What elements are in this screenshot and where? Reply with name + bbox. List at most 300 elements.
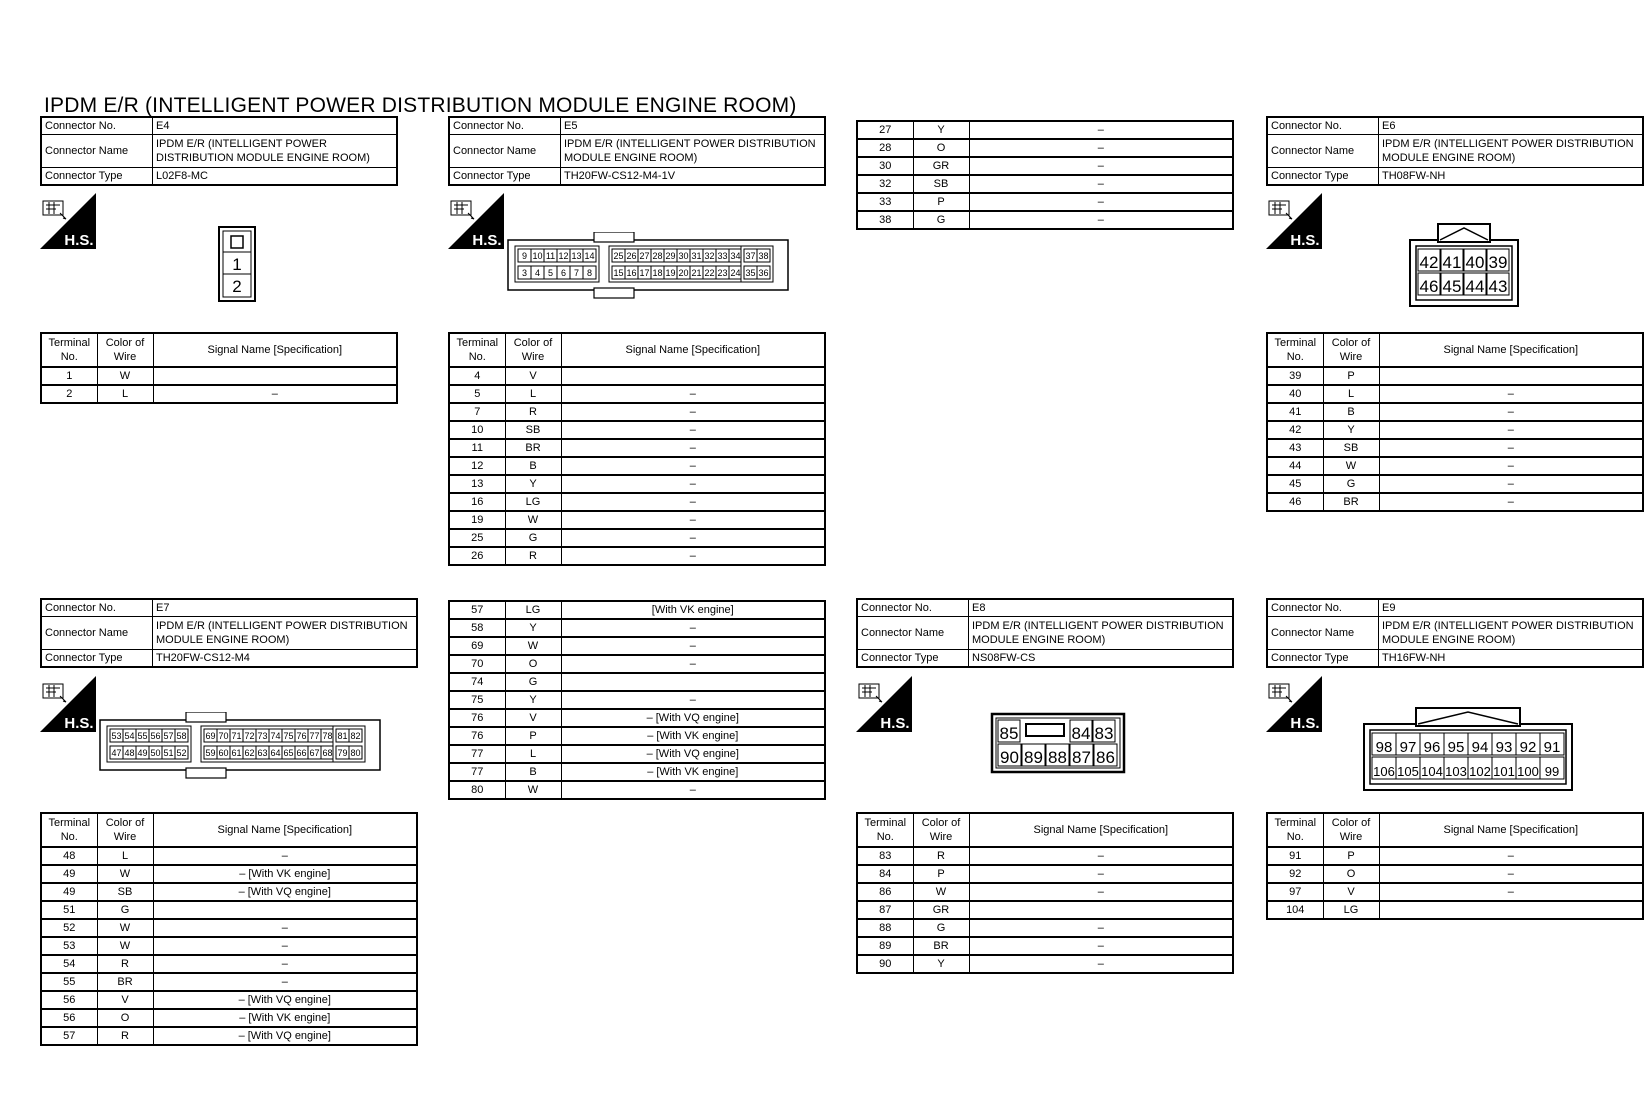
terminal-no-cell: 27 xyxy=(857,121,913,139)
signal-name-cell: – xyxy=(969,175,1233,193)
wire-color-cell: LG xyxy=(505,601,561,619)
wire-color-cell: Y xyxy=(913,955,969,973)
signal-name-cell xyxy=(1379,901,1643,919)
table-row xyxy=(449,367,825,385)
table-row xyxy=(857,211,1233,229)
connector-type-value: L02F8-MC xyxy=(153,168,398,186)
table-row xyxy=(449,385,825,403)
wire-color-cell: W xyxy=(97,937,153,955)
pin-label: 31 xyxy=(691,251,702,261)
table-row xyxy=(1267,493,1643,511)
connector-no-label: Connector No. xyxy=(41,599,153,617)
terminal-no-cell: 42 xyxy=(1267,421,1323,439)
connector-face-e5 xyxy=(504,232,796,302)
wire-color-cell: W xyxy=(913,883,969,901)
signal-name-header: Signal Name [Specification] xyxy=(561,333,825,367)
pin-label: 60 xyxy=(218,748,229,758)
signal-name-cell: – xyxy=(153,955,417,973)
signal-name-cell: – xyxy=(561,637,825,655)
hs-label: H.S. xyxy=(1290,232,1320,249)
connector-name-label: Connector Name xyxy=(449,135,561,168)
connector-name-label: Connector Name xyxy=(41,135,153,168)
connector-type-value: TH16FW-NH xyxy=(1379,650,1644,668)
terminal-no-cell: 57 xyxy=(449,601,505,619)
terminal-no-cell: 97 xyxy=(1267,883,1323,901)
table-row xyxy=(1267,457,1643,475)
terminal-no-header: Terminal No. xyxy=(41,333,97,367)
pin-label: 24 xyxy=(730,268,741,278)
table-row xyxy=(449,457,825,475)
color-of-wire-header: Color of Wire xyxy=(1323,333,1379,367)
terminal-no-header: Terminal No. xyxy=(1267,333,1323,367)
table-row xyxy=(449,673,825,691)
table-row xyxy=(1267,475,1643,493)
signal-name-cell: – xyxy=(153,847,417,865)
connector-name-label: Connector Name xyxy=(41,617,153,650)
pin-label: 57 xyxy=(163,731,174,741)
signal-name-cell: – xyxy=(561,457,825,475)
terminal-no-cell: 89 xyxy=(857,937,913,955)
pin-label: 55 xyxy=(137,731,148,741)
wire-color-cell: W xyxy=(1323,457,1379,475)
terminal-no-cell: 55 xyxy=(41,973,97,991)
table-row xyxy=(41,937,417,955)
signal-name-header: Signal Name [Specification] xyxy=(153,333,397,367)
pin-label: 81 xyxy=(337,731,348,741)
wire-color-cell: Y xyxy=(505,475,561,493)
table-row xyxy=(449,475,825,493)
pin-label: 50 xyxy=(150,748,161,758)
signal-name-header: Signal Name [Specification] xyxy=(1379,813,1643,847)
pin-label: 8 xyxy=(586,268,593,278)
wire-color-cell: P xyxy=(1323,367,1379,385)
pin-label: 105 xyxy=(1397,764,1419,779)
pin-label: 11 xyxy=(545,251,556,261)
terminal-no-cell: 92 xyxy=(1267,865,1323,883)
table-row xyxy=(449,763,825,781)
connector-no-label: Connector No. xyxy=(857,599,969,617)
table-row xyxy=(41,1009,417,1027)
signal-name-cell: – xyxy=(561,439,825,457)
table-row xyxy=(449,745,825,763)
terminal-no-cell: 2 xyxy=(41,385,97,403)
pin-label: 36 xyxy=(758,268,769,278)
pin-label: 72 xyxy=(244,731,255,741)
connector-face-e4 xyxy=(218,226,258,304)
signal-name-cell: – xyxy=(561,403,825,421)
pin-label: 20 xyxy=(678,268,689,278)
wire-color-cell: P xyxy=(913,193,969,211)
wire-color-cell: Y xyxy=(913,121,969,139)
connector-name-value: IPDM E/R (INTELLIGENT POWER DISTRIBUTION MODULE ENGINE ROOM) xyxy=(1379,135,1644,168)
terminal-no-cell: 83 xyxy=(857,847,913,865)
terminal-no-cell: 76 xyxy=(449,727,505,745)
terminal-no-cell: 41 xyxy=(1267,403,1323,421)
pin-label: 80 xyxy=(350,748,361,758)
pin-label: 54 xyxy=(124,731,135,741)
wire-color-cell: L xyxy=(505,745,561,763)
connector-no-label: Connector No. xyxy=(1267,117,1379,135)
signal-name-cell: – xyxy=(1379,493,1643,511)
table-row xyxy=(41,865,417,883)
signal-name-cell: – [With VQ engine] xyxy=(153,883,417,901)
terminal-no-cell: 91 xyxy=(1267,847,1323,865)
table-row xyxy=(449,601,825,619)
terminal-no-cell: 16 xyxy=(449,493,505,511)
terminal-no-cell: 25 xyxy=(449,529,505,547)
signal-name-header: Signal Name [Specification] xyxy=(153,813,417,847)
wire-color-cell: W xyxy=(505,781,561,799)
terminal-no-cell: 84 xyxy=(857,865,913,883)
signal-name-cell xyxy=(153,901,417,919)
terminal-no-header: Terminal No. xyxy=(1267,813,1323,847)
terminal-no-cell: 38 xyxy=(857,211,913,229)
terminal-no-cell: 28 xyxy=(857,139,913,157)
connector-type-label: Connector Type xyxy=(449,168,561,186)
signal-name-cell: – xyxy=(969,121,1233,139)
wire-color-cell: L xyxy=(1323,385,1379,403)
terminal-no-cell: 39 xyxy=(1267,367,1323,385)
wire-color-cell: W xyxy=(97,367,153,385)
pin-label: 34 xyxy=(730,251,741,261)
connector-name-value: IPDM E/R (INTELLIGENT POWER DISTRIBUTION MODULE ENGINE ROOM) xyxy=(153,617,418,650)
table-row xyxy=(41,1027,417,1045)
signal-name-cell: – xyxy=(1379,475,1643,493)
pin-label: 76 xyxy=(296,731,307,741)
terminal-no-cell: 88 xyxy=(857,919,913,937)
connector-no-value: E4 xyxy=(153,117,398,135)
table-row xyxy=(857,175,1233,193)
pin-label: 37 xyxy=(745,251,756,261)
connector-name-label: Connector Name xyxy=(857,617,969,650)
pin-label: 14 xyxy=(584,251,595,261)
terminal-no-cell: 7 xyxy=(449,403,505,421)
connector-no-label: Connector No. xyxy=(449,117,561,135)
pin-label: 106 xyxy=(1373,764,1395,779)
signal-name-cell: – xyxy=(561,421,825,439)
signal-name-cell: – xyxy=(969,883,1233,901)
table-row xyxy=(1267,883,1643,901)
pin-table-header xyxy=(857,813,1233,847)
terminal-no-cell: 33 xyxy=(857,193,913,211)
wire-color-cell: G xyxy=(505,673,561,691)
table-row xyxy=(449,781,825,799)
terminal-no-cell: 13 xyxy=(449,475,505,493)
terminal-no-cell: 49 xyxy=(41,865,97,883)
signal-name-cell xyxy=(561,367,825,385)
signal-name-cell: – xyxy=(561,547,825,565)
terminal-no-cell: 75 xyxy=(449,691,505,709)
wire-color-cell: W xyxy=(97,865,153,883)
pin-label: 42 xyxy=(1419,253,1439,272)
wire-color-cell: R xyxy=(505,547,561,565)
connector-no-label: Connector No. xyxy=(1267,599,1379,617)
connector-name-label: Connector Name xyxy=(1267,135,1379,168)
signal-name-cell: [With VK engine] xyxy=(561,601,825,619)
pin-label: 97 xyxy=(1399,739,1417,756)
signal-name-cell: – xyxy=(153,385,397,403)
table-row xyxy=(449,421,825,439)
wire-color-cell: Y xyxy=(505,691,561,709)
pin-label: 86 xyxy=(1096,748,1115,767)
wire-color-cell: W xyxy=(97,919,153,937)
pin-label: 13 xyxy=(571,251,582,261)
signal-name-cell: – xyxy=(1379,847,1643,865)
terminal-no-cell: 69 xyxy=(449,637,505,655)
pin-label: 1 xyxy=(232,255,242,274)
table-row xyxy=(449,637,825,655)
pin-label: 49 xyxy=(137,748,148,758)
pin-label: 56 xyxy=(150,731,161,741)
signal-name-header: Signal Name [Specification] xyxy=(1379,333,1643,367)
signal-name-cell: – xyxy=(1379,457,1643,475)
signal-name-cell: – xyxy=(1379,385,1643,403)
connector-info-e6 xyxy=(1266,116,1644,186)
wire-color-cell: LG xyxy=(505,493,561,511)
pin-label: 77 xyxy=(309,731,320,741)
hs-label: H.S. xyxy=(1290,715,1320,732)
pin-label: 35 xyxy=(745,268,756,278)
pin-label: 78 xyxy=(322,731,333,741)
wire-color-cell: BR xyxy=(1323,493,1379,511)
terminal-no-cell: 76 xyxy=(449,709,505,727)
connector-type-label: Connector Type xyxy=(1267,168,1379,186)
wire-color-cell: O xyxy=(913,139,969,157)
terminal-no-cell: 30 xyxy=(857,157,913,175)
wire-color-cell: V xyxy=(1323,883,1379,901)
terminal-no-header: Terminal No. xyxy=(449,333,505,367)
signal-name-cell: – xyxy=(969,139,1233,157)
pin-table-header xyxy=(449,333,825,367)
pin-label: 85 xyxy=(999,724,1019,743)
pin-label: 65 xyxy=(283,748,294,758)
wire-color-cell: G xyxy=(1323,475,1379,493)
signal-name-cell: – [With VK engine] xyxy=(561,763,825,781)
wire-color-cell: B xyxy=(1323,403,1379,421)
pin-label: 91 xyxy=(1543,739,1561,756)
terminal-no-cell: 40 xyxy=(1267,385,1323,403)
pin-table-e8 xyxy=(856,812,1234,974)
connector-face-e7 xyxy=(96,712,388,782)
table-row xyxy=(449,727,825,745)
terminal-no-header: Terminal No. xyxy=(857,813,913,847)
pin-label: 89 xyxy=(1024,748,1043,767)
pin-label: 5 xyxy=(547,268,554,278)
pin-label: 98 xyxy=(1375,739,1393,756)
wire-color-cell: P xyxy=(913,865,969,883)
pin-label: 39 xyxy=(1488,253,1508,272)
pin-table-header xyxy=(41,813,417,847)
signal-name-cell: – xyxy=(561,691,825,709)
table-row xyxy=(857,121,1233,139)
pin-label: 47 xyxy=(111,748,122,758)
pin-label: 69 xyxy=(205,731,216,741)
connector-info-e7 xyxy=(40,598,418,668)
pin-label: 18 xyxy=(652,268,663,278)
table-row xyxy=(1267,901,1643,919)
color-of-wire-header: Color of Wire xyxy=(97,813,153,847)
signal-name-cell: – xyxy=(969,847,1233,865)
signal-name-cell: – xyxy=(969,865,1233,883)
hs-icon xyxy=(856,676,912,732)
table-row xyxy=(449,439,825,457)
pin-table-e7-continued xyxy=(448,600,826,800)
connector-type-label: Connector Type xyxy=(1267,650,1379,668)
wire-color-cell: R xyxy=(97,955,153,973)
table-row xyxy=(449,403,825,421)
signal-name-cell: – xyxy=(153,973,417,991)
terminal-no-cell: 56 xyxy=(41,991,97,1009)
wire-color-cell: V xyxy=(97,991,153,1009)
signal-name-cell: – xyxy=(969,955,1233,973)
pin-table-e4 xyxy=(40,332,398,404)
signal-name-cell: – xyxy=(561,655,825,673)
pin-label: 21 xyxy=(691,268,702,278)
color-of-wire-header: Color of Wire xyxy=(1323,813,1379,847)
connector-no-value: E5 xyxy=(561,117,826,135)
signal-name-cell xyxy=(561,673,825,691)
signal-name-cell xyxy=(969,901,1233,919)
table-row xyxy=(1267,403,1643,421)
wire-color-cell: G xyxy=(913,919,969,937)
pin-label: 83 xyxy=(1094,724,1114,743)
terminal-no-cell: 4 xyxy=(449,367,505,385)
signal-name-cell xyxy=(1379,367,1643,385)
wire-color-cell: BR xyxy=(913,937,969,955)
wire-color-cell: Y xyxy=(505,619,561,637)
signal-name-cell xyxy=(153,367,397,385)
wire-color-cell: SB xyxy=(913,175,969,193)
signal-name-cell: – [With VQ engine] xyxy=(153,1027,417,1045)
pin-table-e5 xyxy=(448,332,826,566)
terminal-no-cell: 12 xyxy=(449,457,505,475)
pin-label: 52 xyxy=(176,748,187,758)
terminal-no-cell: 19 xyxy=(449,511,505,529)
hs-icon xyxy=(1266,193,1322,249)
pin-label: 70 xyxy=(218,731,229,741)
signal-name-cell: – xyxy=(969,157,1233,175)
connector-face-e6 xyxy=(1408,222,1522,310)
pin-label: 25 xyxy=(613,251,624,261)
terminal-no-cell: 56 xyxy=(41,1009,97,1027)
terminal-no-cell: 1 xyxy=(41,367,97,385)
pin-label: 7 xyxy=(573,268,580,278)
wire-color-cell: R xyxy=(505,403,561,421)
connector-info-e9 xyxy=(1266,598,1644,668)
pin-label: 66 xyxy=(296,748,307,758)
wire-color-cell: B xyxy=(505,763,561,781)
pin-label: 53 xyxy=(111,731,122,741)
pin-label: 51 xyxy=(163,748,174,758)
pin-label: 23 xyxy=(717,268,728,278)
table-row xyxy=(857,865,1233,883)
table-row xyxy=(449,547,825,565)
pin-label: 44 xyxy=(1465,277,1485,296)
table-row xyxy=(41,385,397,403)
table-row xyxy=(41,847,417,865)
connector-info-e8 xyxy=(856,598,1234,668)
signal-name-cell: – xyxy=(1379,865,1643,883)
connector-type-label: Connector Type xyxy=(41,650,153,668)
signal-name-cell: – xyxy=(561,475,825,493)
connector-no-label: Connector No. xyxy=(41,117,153,135)
pin-label: 22 xyxy=(704,268,715,278)
wire-color-cell: R xyxy=(97,1027,153,1045)
pin-label: 92 xyxy=(1519,739,1537,756)
hs-label: H.S. xyxy=(64,232,94,249)
pin-label: 43 xyxy=(1488,277,1508,296)
pin-label: 48 xyxy=(124,748,135,758)
wire-color-cell: SB xyxy=(1323,439,1379,457)
table-row xyxy=(41,955,417,973)
table-row xyxy=(857,955,1233,973)
pin-label: 32 xyxy=(704,251,715,261)
wire-color-cell: GR xyxy=(913,901,969,919)
table-row xyxy=(41,973,417,991)
table-row xyxy=(449,529,825,547)
table-row xyxy=(857,193,1233,211)
signal-name-cell: – [With VK engine] xyxy=(153,1009,417,1027)
wire-color-cell: W xyxy=(505,511,561,529)
wire-color-cell: P xyxy=(505,727,561,745)
signal-name-cell: – [With VQ engine] xyxy=(561,709,825,727)
signal-name-cell: – xyxy=(561,781,825,799)
pin-label: 58 xyxy=(176,731,187,741)
pin-label: 84 xyxy=(1071,724,1091,743)
table-row xyxy=(449,655,825,673)
terminal-no-cell: 57 xyxy=(41,1027,97,1045)
pin-label: 63 xyxy=(257,748,268,758)
terminal-no-cell: 48 xyxy=(41,847,97,865)
wire-color-cell: G xyxy=(505,529,561,547)
signal-name-cell: – xyxy=(1379,403,1643,421)
signal-name-cell: – xyxy=(153,919,417,937)
terminal-no-cell: 74 xyxy=(449,673,505,691)
wire-color-cell: R xyxy=(913,847,969,865)
signal-name-cell: – xyxy=(561,493,825,511)
terminal-no-cell: 44 xyxy=(1267,457,1323,475)
wire-color-cell: O xyxy=(1323,865,1379,883)
wire-color-cell: BR xyxy=(97,973,153,991)
pin-label: 17 xyxy=(639,268,650,278)
table-row xyxy=(449,691,825,709)
pin-label: 67 xyxy=(309,748,320,758)
table-row xyxy=(1267,421,1643,439)
terminal-no-cell: 49 xyxy=(41,883,97,901)
pin-label: 26 xyxy=(626,251,637,261)
terminal-no-cell: 70 xyxy=(449,655,505,673)
signal-name-cell: – xyxy=(969,193,1233,211)
pin-label: 88 xyxy=(1048,748,1067,767)
pin-label: 64 xyxy=(270,748,281,758)
table-row xyxy=(1267,367,1643,385)
pin-label: 29 xyxy=(665,251,676,261)
pin-label: 41 xyxy=(1442,253,1462,272)
connector-no-value: E8 xyxy=(969,599,1234,617)
hs-label: H.S. xyxy=(472,232,502,249)
terminal-no-cell: 53 xyxy=(41,937,97,955)
connector-no-value: E6 xyxy=(1379,117,1644,135)
terminal-no-cell: 104 xyxy=(1267,901,1323,919)
connector-name-value: IPDM E/R (INTELLIGENT POWER DISTRIBUTION MODULE ENGINE ROOM) xyxy=(1379,617,1644,650)
color-of-wire-header: Color of Wire xyxy=(97,333,153,367)
connector-info-e5 xyxy=(448,116,826,186)
pin-label: 33 xyxy=(717,251,728,261)
wire-color-cell: LG xyxy=(1323,901,1379,919)
connector-name-value: IPDM E/R (INTELLIGENT POWER DISTRIBUTION MODULE ENGINE ROOM) xyxy=(561,135,826,168)
pin-label: 19 xyxy=(665,268,676,278)
pin-table-e5-continued xyxy=(856,120,1234,230)
